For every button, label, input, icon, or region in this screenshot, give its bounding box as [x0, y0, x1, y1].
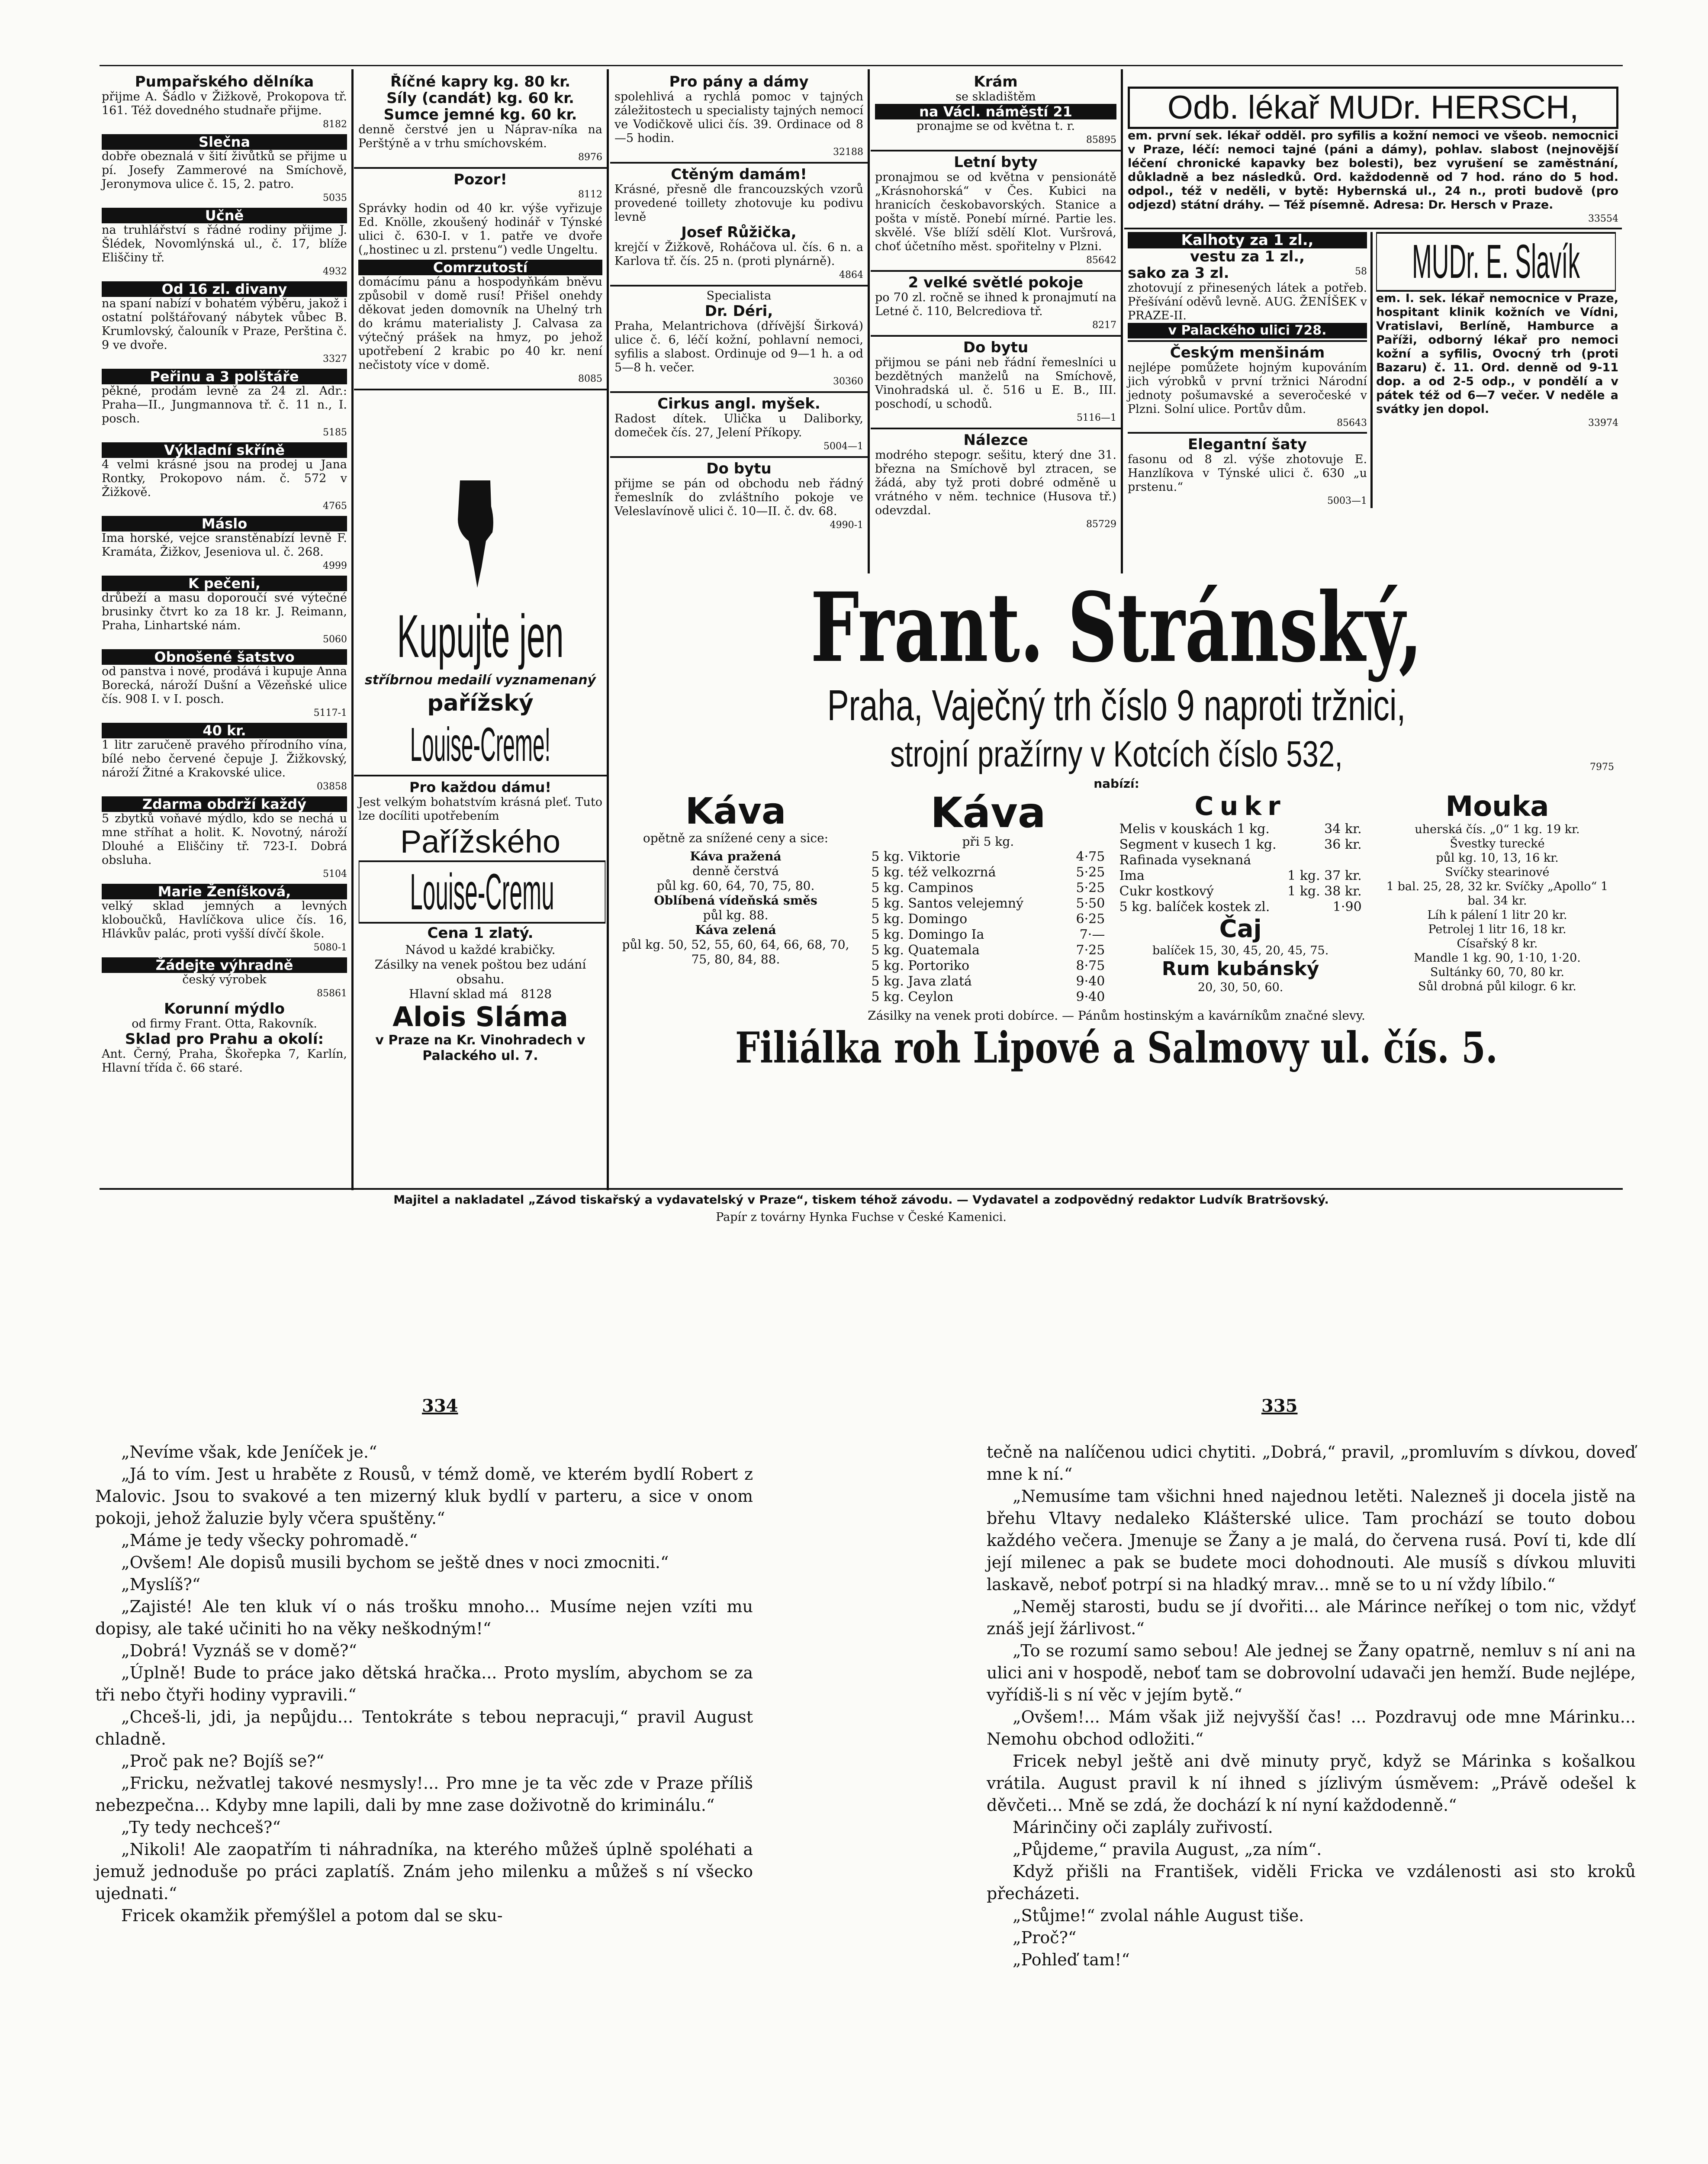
ad-headline: Českým menšinám	[1170, 344, 1325, 361]
ad-headline: Dr. Déri,	[704, 303, 773, 320]
ad-headline: Cirkus angl. myšek.	[657, 395, 820, 412]
price-line: Petrolej 1 litr 16, 18 kr.	[1428, 923, 1566, 936]
paragraph: „Neměj starosti, budu se jí dvořiti... ale Márince neříkej o tom nic, vždyť znáš její žárlivost.“	[987, 1597, 1636, 1638]
ad-code: 5104	[323, 869, 347, 879]
divider	[610, 456, 868, 458]
classified-column-5	[1124, 74, 1622, 573]
book-page-right	[987, 1441, 1636, 2164]
divider	[871, 150, 1121, 151]
section-title: Cukr	[1194, 791, 1287, 821]
ad-headline: K pečeni,	[102, 576, 347, 591]
hersch-body: em. první sek. lékař odděl. pro syfilis a kožní nemoci ve všeob. nemocnici v Praze, léčí: nemoci tajné (páni a dámy), pohlav. slabost (nejnovější léčení chronické kapavky bez bolesti), bez vyrušení se zaměstnání, důkladně a bez následků. Ord. každodenně od 7 hod. ráno do 5 hod. odpol., též v neděli, v bytě: Hybernská ul., 24 n., proti budově (pro odjezd) státní dráhy. — Též písemně. Adresa: Dr. Hersch v Praze.	[1128, 129, 1618, 212]
ad-item	[875, 274, 1116, 332]
price-item: 5 kg. Santos velejemný	[871, 896, 1024, 911]
ad-headline: Od 16 zl. divany	[102, 281, 347, 297]
ad-headline: Síly (candát) kg. 60 kr.	[386, 90, 574, 107]
ad-code: 85861	[317, 988, 347, 999]
divider	[1128, 340, 1367, 342]
paragraph: „Já to vím. Jest u hraběte z Rousů, v témž domě, ve kterém bydlí Robert z Malovic. Jsou to svakové a ten mizerný kluk bydlí v parteru, a sice v onom pokoji, jehož žaluzie byly včera spuštěny.“	[95, 1465, 753, 1528]
ad-body: spolehlivá a rychlá pomoc v tajných záležitostech u specialisty tajných nemocí ve Vodičkově ulici čís. 39. Ordinace od 8—5 hodin.	[614, 90, 863, 145]
rum-title: Rum kubánský	[1161, 958, 1319, 980]
navod-text: Návod u každé krabičky.	[405, 943, 556, 957]
divider	[1128, 432, 1367, 434]
classified-column-2	[354, 74, 607, 1186]
ad-headline: Letní byty	[954, 154, 1038, 171]
paragraph: Márinčiny oči zaplály zuřivostí.	[1013, 1818, 1273, 1837]
divider	[871, 270, 1121, 272]
ad-item	[614, 166, 863, 282]
ad-body: přijmou se páni neb řádní řemeslníci u bezdětných manželů na Smíchově, Vinohradská ul. č. 516 u E. B., III. poschodí, u schodů.	[875, 356, 1116, 411]
firma-name: Alois Sláma	[392, 1001, 568, 1033]
ad-item	[102, 74, 347, 132]
ad-item	[875, 339, 1116, 425]
rum-body: 20, 30, 50, 60.	[1197, 981, 1283, 994]
paragraph: „Pohleď tam!“	[1013, 1950, 1130, 1969]
paragraph: „Proč?“	[1013, 1928, 1077, 1947]
price-value: 34 kr.	[1324, 821, 1362, 837]
price-line: Sultánky 60, 70, 80 kr.	[1430, 966, 1564, 979]
bottom-rule	[100, 1188, 1623, 1190]
price-item: 5 kg. Campinos	[871, 880, 974, 895]
ad-code: 4999	[323, 560, 347, 571]
ad-item	[358, 74, 602, 164]
ad-code: 5060	[323, 634, 347, 645]
section-line: půl kg. 60, 64, 70, 75, 80.	[656, 879, 815, 893]
section-sub: při 5 kg.	[962, 834, 1014, 849]
section-title: Mouka	[1445, 791, 1549, 823]
price-item: Cukr kostkový	[1119, 884, 1214, 899]
price-item: 5 kg. balíček kostek zl.	[1119, 899, 1270, 915]
slavik-title: MUDr. E. Slavík	[1376, 232, 1616, 292]
price-item: 5 kg. Portoriko	[871, 958, 970, 973]
price-value: 1 kg. 38 kr.	[1287, 884, 1362, 899]
price-row	[871, 849, 1105, 865]
ad-item	[102, 649, 347, 720]
ad-headline: Comrzutostí	[358, 260, 602, 275]
kupujte-title: Kupujte jen	[397, 602, 564, 670]
hersch-ad	[1128, 87, 1618, 226]
ad-headline: vestu za 1 zl.,	[1190, 248, 1305, 265]
ad-headline: Výkladní skříně	[102, 442, 347, 458]
price-line: Sůl drobná půl kilogr. 6 kr.	[1418, 980, 1576, 993]
paragraph: „Úplně! Bude to práce jako dětská hračka... Proto myslím, abychom se za tři nebo čtyři hodiny vypravili.“	[95, 1663, 753, 1704]
stransky-nabizi: nabízí:	[1094, 776, 1139, 791]
ad-code: 5117-1	[313, 708, 347, 718]
ad-body: po 70 zl. ročně se ihned k pronajmutí na Letné č. 110, Belcrediova tř.	[875, 291, 1116, 318]
ad-body: Praha, Melantrichova (dřívější Širková) ulice č. 6, léčí kožní, pohlavní nemoci, syfilis a slabost. Ordinuje od 9—1 h. a od 5—8 h. večer.	[614, 319, 863, 374]
paragraph: „Máme je tedy všecky pohromadě.“	[121, 1531, 418, 1550]
ad-headline: Ctěným damám!	[671, 166, 807, 183]
ad-item	[614, 460, 863, 532]
ad-body: pěkné, prodám levně za 24 zl. Adr.: Praha—II., Jungmannova tř. č. 11 n., I. posch.	[102, 384, 347, 425]
stransky-code: 7975	[1590, 762, 1614, 773]
divider	[871, 335, 1121, 337]
paragraph: „Stůjme!“ zvolal náhle August tiše.	[1013, 1906, 1304, 1925]
firma-address: v Praze na Kr. Vinohradech v Palackého ul. 7.	[375, 1033, 585, 1063]
ad-headline: sako za 3 zl.	[1128, 264, 1229, 282]
price-row	[871, 927, 1105, 943]
price-row	[1119, 884, 1362, 899]
price-row	[1119, 899, 1362, 915]
cena-text: Cena 1 zlatý.	[427, 924, 534, 942]
section-heading: Káva zelená	[695, 923, 776, 937]
column-rule-2	[607, 69, 609, 1190]
ad-body: modrého stepogr. sešitu, který dne 31. března na Smíchově byl ztracen, se žádá, aby tyž proti dobré odměně u vrátného v něm. technice (Husova tř.) odevzdal.	[875, 448, 1116, 517]
ad-body: Ima horské, vejce sranstěnabízí levně F. Kramáta, Žižkov, Jeseniova ul. č. 268.	[102, 531, 347, 559]
stransky-address: Praha, Vaječný trh číslo 9 naproti tržnici,	[827, 681, 1406, 730]
stransky-name: Frant. Stránský,	[810, 576, 1423, 683]
ad-headline: Josef Růžička,	[681, 224, 797, 241]
ad-code: 30360	[833, 376, 863, 387]
ad-headline: Slečna	[102, 134, 347, 150]
ad-body: Ant. Černý, Praha, Škořepka 7, Karlín, Hlavní třída č. 66 staré.	[102, 1047, 347, 1075]
paragraph: „To se rozumí samo sebou! Ale jednej se Žany opatrně, nemluv s ní ani na ulici ani v hospodě, neboť tam se dobrovolní udavači jen hemží. Bude nejlépe, vyřídiš-li s ní věc v jejím bytě.“	[987, 1641, 1636, 1704]
divider	[610, 391, 868, 393]
ad-code: 85729	[1086, 519, 1116, 530]
ad-headline: Sumce jemné kg. 60 kr.	[383, 106, 577, 123]
price-list	[1119, 821, 1362, 915]
imprint-line-1: Majitel a nakladatel „Závod tiskařský a vydavatelský v Praze“, tiskem téhož závodu. — Vydavatel a zodpovědný redaktor Ludvík Bratršovský.	[393, 1193, 1329, 1207]
paragraph: Fricek okamžik přemýšlel a potom dal se sku-	[121, 1906, 503, 1925]
paragraph: „Nikoli! Ale zaopatřím ti náhradníka, na kterého můžeš úplně spoléhati a jemuž jednoduše po práci zaplatíš. Znám jeho milenku a můžeš s ní všecko ujednati.“	[95, 1840, 753, 1903]
ad-item	[614, 289, 863, 389]
sklad-text: Hlavní sklad má	[409, 987, 508, 1001]
ad-item	[102, 576, 347, 647]
ad-code: 4932	[323, 266, 347, 277]
kava-prazena-section	[614, 791, 857, 1005]
price-line: Mandle 1 kg. 90, 1·10, 1·20.	[1414, 951, 1581, 965]
price-item: 5 kg. Ceylon	[871, 989, 954, 1005]
kalhoty-ad	[1124, 232, 1370, 508]
page-number-right: 335	[1261, 1396, 1298, 1416]
ad-body: na spaní nabízí v bohatém výběru, jakož i ostatní polštářovaný nábytek vůbec B. Krumlovský, čalouník v Praze, Perština č. 9 ve dvoře.	[102, 297, 347, 352]
paragraph: „Nevíme však, kde Jeníček je.“	[121, 1443, 377, 1462]
ad-code: 03858	[317, 781, 347, 792]
ad-headline: Peřinu a 3 polštáře	[102, 369, 347, 384]
price-line: Svíčky stearinové	[1445, 866, 1550, 879]
ad-item	[358, 171, 602, 257]
ad-body: denně čerstvé jen u Náprav-níka na Perštýně a v trhu smíchovském.	[358, 123, 602, 150]
section-line: půl kg. 88.	[703, 908, 769, 922]
ad-headline: Elegantní šaty	[1188, 436, 1307, 453]
divider	[354, 389, 607, 390]
price-item: 5 kg. Java zlatá	[871, 974, 972, 989]
paragraph: Když přišli na František, viděli Fricka ve vzdálenosti asi sto kroků přecházeti.	[987, 1862, 1636, 1903]
ad-code: 3327	[323, 354, 347, 364]
pro-kazdou-damu: Pro každou dámu!	[409, 779, 551, 795]
paragraph: „Chceš-li, jdi, ja nepůjdu... Tentokráte s tebou nepracuji,“ pravil August chladně.	[95, 1707, 753, 1749]
hersch-code: 33554	[1588, 213, 1618, 224]
ad-code: 4990-1	[830, 520, 863, 531]
price-row	[871, 943, 1105, 958]
price-row	[871, 865, 1105, 880]
paragraph: „Dobrá! Vyznáš se v domě?“	[121, 1641, 357, 1660]
ad-headline: Sklad pro Prahu a okolí:	[125, 1030, 324, 1048]
section-title: Káva	[685, 790, 786, 832]
ad-code: 5003—1	[1327, 496, 1367, 506]
ad-body: krejčí v Žižkově, Roháčova ul. čís. 6 n. a Karlova tř. čís. 25 n. (proti plynárně).	[614, 241, 863, 268]
price-item: Rafinada vyseknaná	[1119, 853, 1251, 868]
ad-body: Krásné, přesně dle francouzských vzorů provedené toillety zhotovuje ku podivu levně	[614, 183, 863, 224]
parizskeho-text: Pařížského	[400, 824, 561, 860]
ad-item	[102, 957, 347, 1075]
price-item: 5 kg. Domingo	[871, 911, 968, 927]
ad-body: Radost dítek. Ulička u Daliborky, domeček čís. 27, Jelení Příkopy.	[614, 412, 863, 439]
price-line: uherská čís. „0“ 1 kg. 19 kr.	[1415, 823, 1580, 836]
ad-code: 4765	[323, 501, 347, 512]
classified-column-4	[871, 74, 1121, 573]
section-heading: Káva pražená	[690, 849, 782, 863]
ad-code: 8217	[1092, 320, 1116, 331]
ad-pre: se skladištěm	[955, 90, 1036, 103]
price-value: 9·40	[1076, 989, 1105, 1005]
section-line: půl kg. 50, 52, 55, 60, 64, 66, 68, 70, 75, 80, 84, 88.	[622, 937, 849, 966]
caj-body: balíček 15, 30, 45, 20, 45, 75.	[1152, 944, 1329, 957]
paragraph: „Proč pak ne? Bojíš se?“	[121, 1752, 325, 1771]
slavik-body: em. I. sek. lékař nemocnice v Praze, hospitant klinik kožních ve Vídni, Vratislavi, Berlíně, Hamburce a Paříži, odborný lékař pro nemoci kožní a syfilis, Ovocný trh (proti Bazaru) č. 11. Ord. denně od 9-11 dop. a od 2-5 odp., v pondělí a v pátek též od 6—7 večer. V neděle a svátky jen dopol.	[1376, 292, 1618, 416]
imprint-line-2: Papír z továrny Hynka Fuchse v České Kamenici.	[716, 1211, 1007, 1224]
price-value: 1·90	[1332, 899, 1362, 915]
ad-item	[102, 442, 347, 513]
ad-headline: Do bytu	[706, 460, 772, 477]
price-row	[871, 880, 1105, 896]
ad-headline: na Václ. náměstí 21	[875, 104, 1116, 119]
price-value: 5·25	[1076, 865, 1105, 880]
ad-item	[102, 369, 347, 440]
ad-item	[875, 74, 1116, 147]
top-rule	[100, 65, 1623, 66]
ad-item	[102, 516, 347, 573]
price-row	[1119, 837, 1362, 853]
ad-headline: Marie Ženíšková,	[102, 884, 347, 899]
price-item: 5 kg. Domingo Ia	[871, 927, 984, 942]
section-sub: denně čerstvá	[692, 864, 779, 878]
paragraph: „Ty tedy nechceš?“	[121, 1818, 281, 1837]
ad-body: přijme se pán od obchodu neb řádný řemeslník do zvláštního pokoje ve Veleslavínově ulici č. 10—II. č. dv. 68.	[614, 477, 863, 518]
ad-code: 8112	[578, 189, 602, 200]
slavik-ad	[1373, 232, 1622, 508]
price-item: 5 kg. též velkozrná	[871, 865, 996, 880]
ad-code: 8182	[323, 119, 347, 130]
section-title: Káva	[930, 789, 1046, 837]
ad-headline: Říčné kapry kg. 80 kr.	[390, 74, 571, 90]
ad-body: zhotovují z přinesených látek a potřeb. Přešívání oděvů levně. AUG. ŽENÍŠEK v PRAZE-II.	[1128, 281, 1367, 322]
ad-body: přijme A. Šádlo v Žižkově, Prokopova tř. 161. Též dovedného studnaře přijme.	[102, 90, 347, 117]
price-row	[871, 958, 1105, 974]
price-value: 5·25	[1076, 880, 1105, 895]
hersch-title: Odb. lékař MUDr. HERSCH,	[1128, 87, 1618, 129]
filialka: Filiálka roh Lipové a Salmovy ul. čís. 5.	[735, 1023, 1498, 1073]
ad-body: fasonu od 8 zl. výše zhotovuje E. Hanzlíkova v Týnské ulici č. 630 „u prstenu.“	[1128, 453, 1367, 494]
paragraph: „Myslíš?“	[121, 1575, 201, 1594]
ad-item	[102, 796, 347, 881]
ad-item	[102, 134, 347, 205]
price-row	[871, 989, 1105, 1005]
price-value: 36 kr.	[1324, 837, 1362, 852]
ad-headline: Pumpařského dělníka	[135, 74, 314, 90]
zasilky-text: Zásilky na venek poštou bez udání obsahu.	[374, 957, 586, 986]
price-row	[871, 911, 1105, 927]
price-item: Melis v kouskách 1 kg.	[1119, 821, 1270, 837]
price-line: Švestky turecké	[1450, 837, 1545, 850]
price-row	[871, 974, 1105, 989]
ad-body: velký sklad jemných a levných kloboučků, Havlíčkova ulice čís. 16, Hlávkův palác, proti vyšší dívčí škole.	[102, 899, 347, 940]
ad-headline: Do bytu	[963, 339, 1029, 356]
ad-headline: Učně	[102, 208, 347, 223]
ad-headline: Kalhoty za 1 zl.,	[1128, 232, 1367, 248]
book-page-left	[95, 1441, 753, 2164]
ad-body: 4 velmi krásné jsou na prodej u Jana Rontky, Prokopovo nám. č. 572 v Žižkově.	[102, 458, 347, 499]
louise-cremu-text: Louise-Cremu	[359, 860, 606, 924]
ad-code: 58	[1355, 266, 1367, 277]
paragraph: „Fricku, nežvatlej takové nesmysly!... Pro mne je ta věc zde v Praze příliš nebezpečna... Kdyby mne lapili, dali by mne zase doživotně do kriminálu.“	[95, 1774, 753, 1815]
ad-code: 85642	[1086, 255, 1116, 266]
kazdou-body: Jest velkým bohatstvím krásná pleť. Tuto lze docíliti upotřebením	[358, 795, 602, 823]
column-rule-1	[351, 69, 354, 1190]
price-list	[871, 849, 1105, 1005]
price-line: půl kg. 10, 13, 16 kr.	[1436, 851, 1559, 865]
ad-code: 5116—1	[1077, 412, 1116, 423]
price-item: 5 kg. Viktorie	[871, 849, 961, 864]
divider	[1124, 228, 1622, 229]
price-row	[1119, 853, 1362, 868]
classified-column-1	[97, 74, 351, 1186]
ad-item	[102, 208, 347, 279]
price-line: 1 bal. 25, 28, 32 kr. Svíčky „Apollo“ 1 bal. 34 kr.	[1386, 880, 1608, 908]
ad-headline: Krám	[974, 74, 1018, 90]
ad-body: domácímu pánu a hospodyňkám bněvu způsobil v domě rusí! Přišel onehdy děkovat jeden domovník na Uhelný trh do krámu materialisty J. Calvasa za výtečný prášek na hmyz, po jehož upotřebení 2 krabic po 40 kr. není nečistoty více v domě.	[358, 275, 602, 372]
divider	[354, 167, 607, 169]
price-value: 6·25	[1076, 911, 1105, 927]
zasilky-note: Zásilky na venek proti dobírce. — Pánům hostinským a kavárníkům značné slevy.	[868, 1008, 1365, 1023]
ad-code: 8085	[578, 374, 602, 384]
kava-5kg-section	[871, 791, 1105, 1005]
ad-body: Správky hodin od 40 kr. výše vyřizuje Ed. Knölle, zkoušený hodinář v Týnské ulici č. 630-I. v 1. patře ve dvoře („hostinec u zl. prstenu“) vedle Ungeltu.	[358, 202, 602, 257]
ad-item	[102, 281, 347, 366]
section-heading: Oblíbená vídeňská směs	[654, 893, 817, 908]
classified-column-3	[610, 74, 868, 573]
paragraph: tečně na nalíčenou udici chytiti. „Dobrá,“ pravil, „promluvím s dívkou, doveď mne k ní.“	[987, 1443, 1636, 1484]
medal-text: stříbrnou medailí vyznamenaný	[364, 673, 596, 688]
stransky-ad	[610, 576, 1623, 1186]
ad-code: 85643	[1337, 418, 1367, 428]
divider	[610, 162, 868, 164]
ad-code: 32188	[833, 147, 863, 158]
price-value: 7·25	[1076, 943, 1105, 958]
ad-item	[102, 884, 347, 955]
ad-item	[614, 74, 863, 159]
ad-body: pronajmou se od května v pensionátě „Krásnohorská“ v Čes. Kubici na hranicích českobavorských. Stanice a pošta v místě. Ponebí mírné. Partie les. skvělé. Vše blíží sdělí Klot. Vuršrová, choť účetního měst. spořitelny v Plzni.	[875, 171, 1116, 253]
price-value: 9·40	[1076, 974, 1105, 989]
ad-body: na truhlářství s řádné rodiny přijme J. Šlédek, Novomlýnská ul., č. 17, blíže Eliščiny tř.	[102, 223, 347, 264]
ad-headline: Máslo	[102, 516, 347, 531]
ad-body: nejlépe pomůžete hojným kupováním jich výrobků v první tržnici Národní jednoty pošumavské a severočeské v Plzni. Solní ulice. Portův dům.	[1128, 361, 1367, 416]
price-value: 4·75	[1076, 849, 1105, 864]
divider	[354, 775, 607, 776]
ad-body: drůbeží a masu doporoučí své výtečné brusinky čtvrt ko za 18 kr. J. Reimann, Praha, Linhartské nám.	[102, 591, 347, 632]
paragraph: „Nemusíme tam všichni hned najednou letěti. Nalezneš ji docela jistě na břehu Vltavy nedaleko Klášterské ulice. Tam prochází se touto dobou každého večera. Jmenuje se Žany a je malá, do červena rusá. Poví ti, kde dlí její milenec a pak se budete moci dohodnouti. Ale musíš s dívkou mluviti laskavě, neboť potrpí si na hladký mrav... mně se to u ní vždy líbilo.“	[987, 1487, 1636, 1594]
paragraph: „Ovšem!... Mám však již nejvyšší čas! ... Pozdravuj ode mne Márinku... Nemohu obchod odložiti.“	[987, 1707, 1636, 1749]
mouka-section	[1376, 791, 1618, 1005]
ad-code: 5185	[323, 427, 347, 438]
page-number-left: 334	[422, 1396, 458, 1416]
ad-item	[614, 396, 863, 454]
price-value: 8·75	[1076, 958, 1105, 973]
ad-headline: 2 velké světlé pokoje	[908, 274, 1084, 291]
ad-body: 5 zbytků voňavé mýdlo, kdo se nechá u mne stříhat a holit. K. Novotný, nároží Dlouhé a Eliščiny tř. 723-I. Dobrá obsluha.	[102, 812, 347, 867]
ad-headline: Zdarma obdrží každý	[102, 796, 347, 812]
ad-item	[102, 723, 347, 794]
price-row	[1119, 821, 1362, 837]
ad-body: od panstva i nové, prodává i kupuje Anna Borecká, nároží Dušní a Vězeňské ulice čís. 908 I. v I. posch.	[102, 665, 347, 706]
column-rule-4	[1121, 69, 1123, 573]
price-value: 5·50	[1076, 896, 1105, 911]
louise-creme-text: Louise-Creme!	[410, 718, 551, 771]
stransky-prazirny: strojní pražírny v Kotcích číslo 532,	[890, 734, 1343, 774]
price-item: Ima	[1119, 868, 1145, 883]
ad-code: 8976	[578, 152, 602, 163]
cukr-section	[1119, 791, 1362, 1005]
price-row	[871, 896, 1105, 911]
ad-code: 5035	[323, 193, 347, 203]
parizsky-text: pařížský	[427, 690, 534, 716]
ad-code: 85895	[1086, 135, 1116, 145]
ad-body: pronajme se od května t. r.	[916, 119, 1075, 133]
ad-headline: 40 kr.	[102, 723, 347, 738]
price-line: Líh k pálení 1 litr 20 kr.	[1427, 908, 1567, 922]
ad-headline: Pozor!	[454, 171, 507, 188]
price-line: Císařský 8 kr.	[1457, 937, 1538, 950]
ad-body: dobře obeznalá v šití živůtků se přijme u pí. Josefy Zammerové na Smíchově, Jeronymova ulice č. 15, 2. patro.	[102, 150, 347, 191]
price-item: 5 kg. Quatemala	[871, 943, 980, 958]
ad-headline: Pro pány a dámy	[669, 74, 809, 90]
ad-item	[875, 154, 1116, 267]
paragraph: „Zajisté! Ale ten kluk ví o nás trošku mnoho... Musíme nejen vzíti mu dopisy, ale také učiniti ho na věky neškodným!“	[95, 1597, 753, 1638]
price-value: 7·—	[1079, 927, 1105, 942]
sklad-code: 8128	[521, 987, 552, 1001]
ad-item	[875, 432, 1116, 531]
section-sub: opětně za snížené ceny a sice:	[643, 831, 829, 845]
ad-code: 5004—1	[823, 441, 863, 452]
ad-headline: Korunní mýdlo	[164, 1000, 285, 1018]
ad-headline: Obnošené šatstvo	[102, 649, 347, 665]
ad-item	[358, 260, 602, 386]
ad-body: český výrobek	[182, 973, 267, 986]
paragraph: „Půjdeme,“ pravila August, „za ním“.	[1013, 1840, 1322, 1859]
pointing-hand-icon	[451, 480, 499, 589]
ad-headline: Nálezce	[963, 432, 1028, 449]
price-list	[1376, 822, 1618, 994]
ad-code: 5080-1	[313, 942, 347, 953]
paragraph: Fricek nebyl ještě ani dvě minuty pryč, když se Márinka s košalkou vrátila. August pravil k ní ihned s jízlivým úsměvem: „Právě odešel k děvčeti... Mně se zdá, že dochází k ní nyní každodenně.“	[987, 1752, 1636, 1815]
price-item: Segment v kusech 1 kg.	[1119, 837, 1277, 852]
slavik-code: 33974	[1588, 418, 1618, 428]
caj-title: Čaj	[1219, 915, 1262, 943]
price-value: 1 kg. 37 kr.	[1287, 868, 1362, 883]
price-row	[1119, 868, 1362, 884]
divider	[610, 285, 868, 287]
ad-code: 4864	[839, 270, 863, 280]
ad-body: od firmy Frant. Otta, Rakovník.	[132, 1017, 317, 1030]
divider	[871, 428, 1121, 429]
ad-footer: v Palackého ulici 728.	[1128, 323, 1367, 338]
ad-headline: Žádejte výhradně	[102, 957, 347, 973]
ad-body: 1 litr zaručeně pravého přírodního vína, bílé nebo červené čepuje J. Žižkovský, nároží Žitné a Krakovské ulice.	[102, 738, 347, 779]
column-rule-3	[868, 69, 870, 573]
ad-pre: Specialista	[706, 289, 772, 303]
paragraph: „Ovšem! Ale dopisů musili bychom se ještě dnes v noci zmocniti.“	[121, 1553, 669, 1572]
